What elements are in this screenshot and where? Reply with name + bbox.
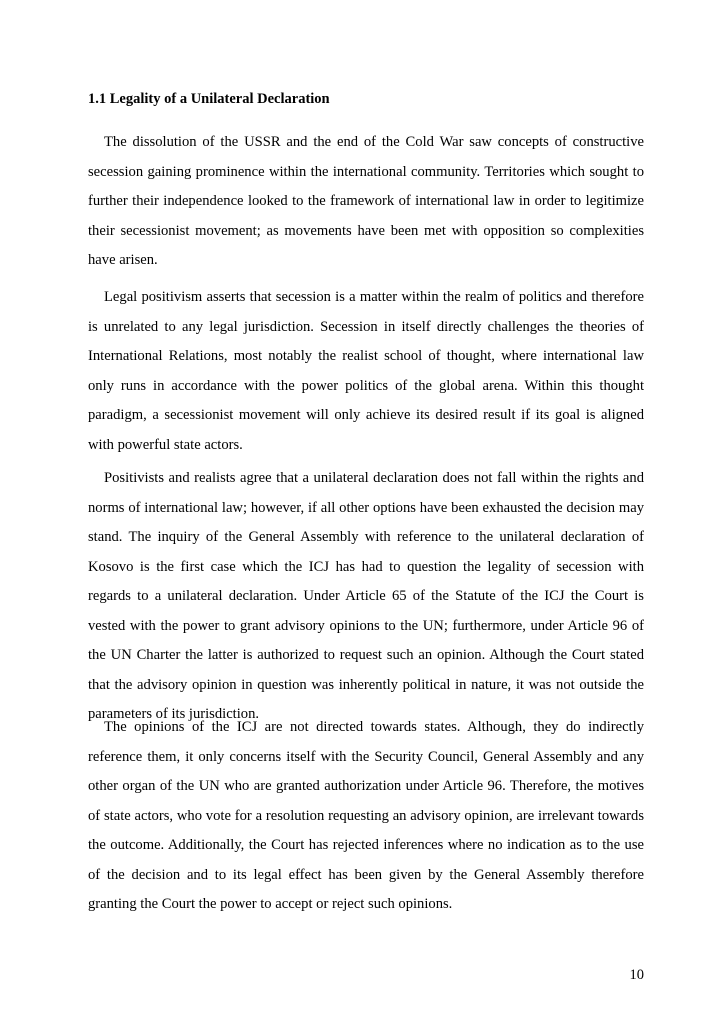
paragraph-2: Legal positivism asserts that secession is a matter within the realm of politics and therefore is unrelated to any legal jurisdiction. Secession in itself directly challenges the theories of International Relations, most notably the realist school of thought, where international law only runs in accordance with the power politics of the global arena. Within this thought paradigm, a secessionist movement will only achieve its desired result if its goal is aligned with powerful state actors. (88, 289, 644, 453)
paragraph-1: The dissolution of the USSR and the end of the Cold War saw concepts of constructive secession gaining prominence within the international community. Territories which sought to further their independence looked to the framework of international law in order to legitimize their secessionist movement; as movements have been met with opposition so complexities have arisen. (88, 134, 644, 268)
page-number: 10 (629, 967, 644, 983)
section-heading: 1.1 Legality of a Unilateral Declaration (88, 91, 330, 107)
paragraph-3: Positivists and realists agree that a unilateral declaration does not fall within the rights and norms of international law; however, if all other options have been exhausted the decision may stand. The inquiry of the General Assembly with reference to the unilateral declaration of Kosovo is the first case which the ICJ has had to question the legality of secession with regards to a unilateral declaration. Under Article 65 of the Statute of the ICJ the Court is vested with the power to grant advisory opinions to the UN; furthermore, under Article 96 of the UN Charter the latter is authorized to request such an opinion. Although the Court stated that the advisory opinion in question was inherently political in nature, it was not outside the parameters of its jurisdiction. (88, 470, 644, 722)
paragraph-4: The opinions of the ICJ are not directed towards states. Although, they do indirectly reference them, it only concerns itself with the Security Council, General Assembly and any other organ of the UN who are granted authorization under Article 96. Therefore, the motives of state actors, who vote for a resolution requesting an advisory opinion, are irrelevant towards the outcome. Additionally, the Court has rejected inferences where no indication as to the use of the decision and to its legal effect has been given by the General Assembly therefore granting the Court the power to accept or reject such opinions. (88, 719, 644, 912)
